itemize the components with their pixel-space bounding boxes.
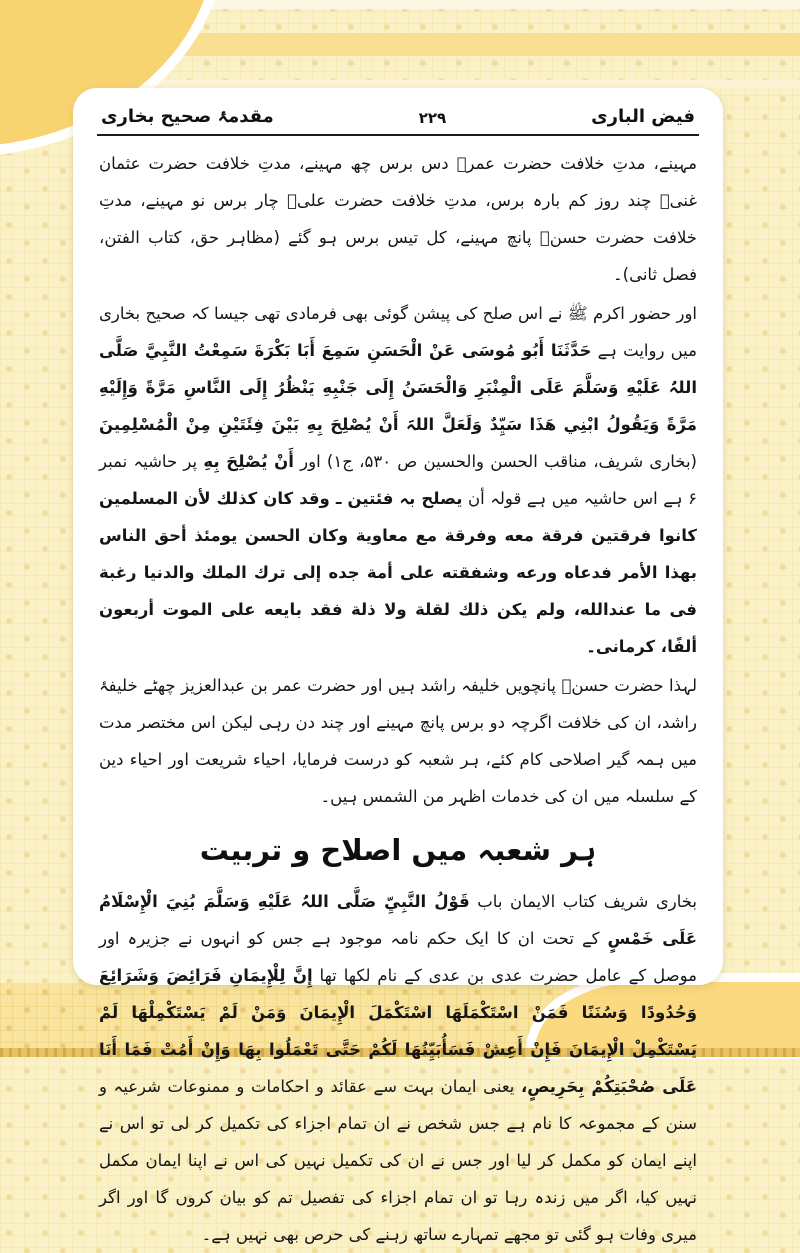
urdu-text: اور حضور اکرم ﷺ نے اس صلح کی پیشن گوئی بھی فرمادی تھی جیسا کہ صحیح بخاری میں روایت ہے — [99, 304, 698, 360]
paragraph-fifth-caliph — [99, 667, 697, 815]
paragraph-khilafat-durations — [99, 145, 697, 293]
section-heading: ہر شعبہ میں اصلاح و تربیت — [199, 833, 597, 867]
page-number: ۲۲۹ — [418, 109, 447, 127]
bab-arabic-title: قَوْلُ النَّبِيِّ صَلَّى اللہُ عَلَيْهِ وَسَلَّمَ بُنِيَ الْإِسْلَامُ عَلَى خَمْسٍ — [99, 892, 697, 949]
urdu-text: یعنی ایمان بہت سے عقائد و احکامات و ممنوعات شرعیہ و سنن کے مجموعہ کا نام ہے جس شخص نے ان تمام اجزاء کی تکمیل کر لی تو اس نے اپنے ایمان کو مکمل کر لیا اور جس نے ان کی تکمیل نہیں کی اس نے اپنا ایمان مکمل نہیں کیا، اگر میں زندہ رہا تو ان تمام اجزاء کی تفصیل تم کو بیان کروں گا اور اگر میری وفات ہو گئی تو مجھے تمہارے ساتھ رہنے کی حرص بھی نہیں ہے۔ — [99, 1077, 697, 1245]
running-title-left: مقدمۂ صحیح بخاری — [101, 106, 274, 127]
athar-arabic-text: إِنَّ لِلْإِيمَانِ فَرَائِضَ وَشَرَائِعَ وَحُدُودًا وَسُنَنًا فَمَنْ اسْتَكْمَلَهَا اسْتَكْمَلَ الْإِيمَانَ وَمَنْ لَمْ يَسْتَكْمِلْهَا لَمْ يَسْتَكْمِلْ الْإِيمَانَ فَإِنْ أَعِشْ فَسَأُبَيِّنُهَا لَكُمْ حَتَّى تَعْمَلُوا بِهَا وَإِنْ أَمُتْ فَمَا أَنَا عَلَى صُحْبَتِكُمْ بِحَرِيصٍ، — [99, 966, 698, 1097]
running-title-right: فیض الباری — [591, 106, 695, 127]
urdu-text: پر حاشیہ نمبر ۶ ہے اس حاشیہ میں ہے قولہ أن — [99, 452, 697, 508]
urdu-text: (بخاری شریف، مناقب الحسن والحسین ص ۵۳۰، ج۱) اور — [293, 452, 697, 471]
paragraph-hukm-nama — [99, 883, 697, 1253]
paragraph-text: لہذا حضرت حسنؓ پانچویں خلیفہ راشد ہیں اور حضرت عمر بن عبدالعزیز چھٹے خلیفۂ راشد، ان کی خلافت اگرچہ دو برس پانچ مہینے اور چند دن رہی لیکن اس مختصر مدت میں ہمہ گیر اصلاحی کام کئے، ہر شعبہ کو درست فرمایا، احیاء شریعت اور احیاء دین کے سلسلہ میں ان کی خدمات اظہر من الشمس ہیں۔ — [99, 676, 697, 806]
hashiya-commentary-text: يصلح بہ فئتين ـ وقد كان كذلك لأن المسلمين كانوا فرقتين فرقة معه وفرقة مع معاوية وكان الحسن يومئذ أحق الناس بهذا الأمر فدعاه ورعه وشفقته على أمة جده إلى ترك الملك والدنيا رغبة فى ما عندالله، ولم يكن ذلك لقلة ولا ذلة فقد بايعه على الموت أربعون ألفًا، كرمانى۔ — [99, 489, 697, 656]
page-header — [97, 104, 699, 136]
page-card — [73, 88, 723, 1245]
hadith-arabic-phrase: أَنْ يُصْلِحَ بِهِ — [203, 452, 294, 471]
urdu-text: بخاری شریف کتاب الایمان باب — [469, 892, 697, 912]
hadith-arabic-text: حَدَّثَنَا أَبُو مُوسَى عَنْ الْحَسَنِ سَمِعَ أَبَا بَكْرَةَ سَمِعْتُ النَّبِيَّ صَلَّى اللہُ عَلَيْهِ وَسَلَّمَ عَلَى الْمِنْبَرِ وَالْحَسَنُ إِلَى جَنْبِهِ يَنْظُرُ إِلَى النَّاسِ مَرَّةً وَإِلَيْهِ مَرَّةً وَيَقُولُ ابْنِي هَذَا سَيِّدٌ وَلَعَلَّ اللہَ أَنْ يُصْلِحَ بِهِ بَيْنَ فِئَتَيْنِ مِنْ الْمُسْلِمِينَ — [99, 341, 697, 434]
paragraph-text: مہینے، مدتِ خلافت حضرت عمرؓ دس برس چھ مہینے، مدتِ خلافت حضرت عثمان غنیؓ چند روز کم بارہ برس، مدتِ خلافت حضرت علیؓ چار برس نو مہینے، مدتِ خلافت حضرت حسنؓ پانچ مہینے، کل تیس برس ہو گئے (مظاہر حق، کتاب الفتن، فصل ثانی)۔ — [99, 154, 697, 284]
paragraph-sulh-prophecy — [99, 295, 697, 665]
urdu-text: کے تحت ان کا ایک حکم نامہ موجود ہے جس کو انہوں نے جزیرہ اور موصل کے عامل حضرت عدی بن عدی کے نام لکھا تھا — [99, 929, 697, 986]
page-body — [97, 136, 699, 1253]
